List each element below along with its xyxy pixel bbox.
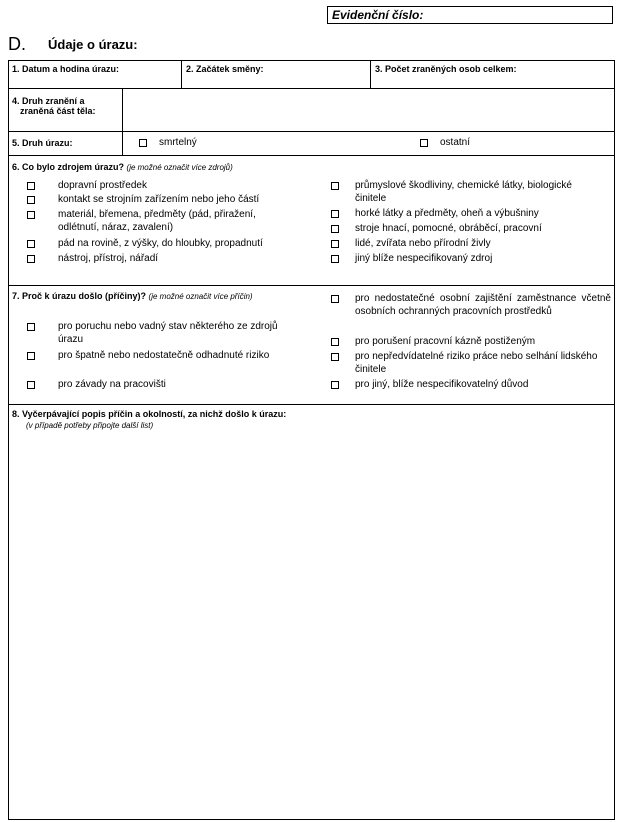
checkbox-source-fall[interactable] [27, 240, 35, 248]
checkbox-cause-other[interactable] [331, 381, 339, 389]
cause-risk-label: pro špatně nebo nedostatečně odhadnuté riziko [58, 350, 270, 361]
injured-count-label: 3. Počet zraněných osob celkem: [375, 64, 517, 74]
source-vehicle-label: dopravní prostředek [58, 180, 147, 191]
checkbox-source-other[interactable] [331, 255, 339, 263]
checkbox-cause-unforeseen[interactable] [331, 353, 339, 361]
source-machinery-label: kontakt se strojním zařízením nebo jeho částí [58, 194, 260, 205]
checkbox-source-vehicle[interactable] [27, 182, 35, 190]
checkbox-cause-discipline[interactable] [331, 338, 339, 346]
accident-source-note: (je možné označit více zdrojů) [126, 163, 233, 172]
cause-protection-label: pro nedostatečné osobní zajištění zaměstnance včetně osobních ochranných pracovních prostředků [355, 293, 611, 317]
checkbox-source-machinery[interactable] [27, 196, 35, 204]
checkbox-source-chemicals[interactable] [331, 182, 339, 190]
section-title: Údaje o úrazu: [48, 37, 138, 52]
injury-type-label [12, 96, 96, 116]
source-other-label: jiný blíže nespecifikovaný zdroj [355, 253, 493, 264]
checkbox-cause-risk[interactable] [27, 352, 35, 360]
accident-source-label: 6. Co bylo zdrojem úrazu? [12, 162, 125, 172]
description-note: (v případě potřeby připojte další list) [26, 421, 154, 430]
checkbox-cause-protection[interactable] [331, 295, 339, 303]
accident-source-heading [12, 162, 233, 173]
checkbox-source-tools[interactable] [27, 255, 35, 263]
checkbox-other[interactable] [420, 139, 428, 147]
row-divider [8, 88, 615, 89]
injury-type-label-line1: 4. Druh zranění a [12, 96, 85, 106]
row-divider [8, 155, 615, 156]
row-divider [8, 285, 615, 286]
row-divider [8, 131, 615, 132]
checkbox-cause-workplace[interactable] [27, 381, 35, 389]
evidence-number-label: Evidenční číslo: [332, 8, 424, 22]
injured-count-field[interactable] [375, 74, 610, 87]
source-nature-label: lidé, zvířata nebo přírodní živly [355, 238, 491, 249]
checkbox-cause-defect[interactable] [27, 323, 35, 331]
description-label: 8. Vyčerpávající popis příčin a okolností, za nichž došlo k úrazu: [12, 409, 287, 419]
column-divider [122, 88, 123, 155]
checkbox-source-machines[interactable] [331, 225, 339, 233]
source-machines-label: stroje hnací, pomocné, obráběcí, pracovní [355, 223, 542, 234]
cause-other-label: pro jiný, blíže nespecifikovatelný důvod [355, 379, 529, 390]
option-other-label: ostatní [440, 137, 471, 148]
column-divider [370, 60, 371, 88]
injury-type-label-line2: zraněná část těla: [20, 106, 96, 116]
accident-cause-note: (je možné označit více příčin) [148, 292, 253, 301]
accident-date-label: 1. Datum a hodina úrazu: [12, 64, 120, 74]
accident-date-field[interactable] [12, 74, 178, 87]
row-divider [8, 404, 615, 405]
source-fall-label: pád na rovině, z výšky, do hloubky, propadnutí [58, 238, 263, 249]
accident-kind-label: 5. Druh úrazu: [12, 138, 73, 148]
description-field[interactable] [12, 436, 610, 814]
checkbox-source-nature[interactable] [331, 240, 339, 248]
shift-start-field[interactable] [186, 74, 366, 87]
source-material-label: materiál, břemena, předměty (pád, přiražení, odlétnutí, náraz, zavalení) [58, 209, 256, 233]
checkbox-source-material[interactable] [27, 211, 35, 219]
evidence-number-field[interactable] [327, 6, 613, 24]
cause-defect-label: pro poruchu nebo vadný stav některého ze zdrojů úrazu [58, 321, 278, 345]
shift-start-label: 2. Začátek směny: [186, 64, 264, 74]
checkbox-source-hot[interactable] [331, 210, 339, 218]
accident-cause-heading [12, 291, 302, 302]
source-hot-label: horké látky a předměty, oheň a výbušniny [355, 208, 539, 219]
injury-type-field[interactable] [126, 91, 610, 129]
column-divider [181, 60, 182, 88]
source-tools-label: nástroj, přístroj, nářadí [58, 253, 159, 264]
cause-discipline-label: pro porušení pracovní kázně postiženým [355, 336, 536, 347]
option-fatal-label: smrtelný [159, 137, 197, 148]
section-letter: D. [8, 34, 26, 54]
cause-workplace-label: pro závady na pracovišti [58, 379, 166, 390]
accident-cause-label: 7. Proč k úrazu došlo (příčiny)? [12, 291, 147, 301]
cause-unforeseen-label: pro nepředvídatelné riziko práce nebo selhání lidského činitele [355, 351, 598, 375]
source-chemicals-label: průmyslové škodliviny, chemické látky, biologické činitele [355, 180, 572, 204]
checkbox-fatal[interactable] [139, 139, 147, 147]
